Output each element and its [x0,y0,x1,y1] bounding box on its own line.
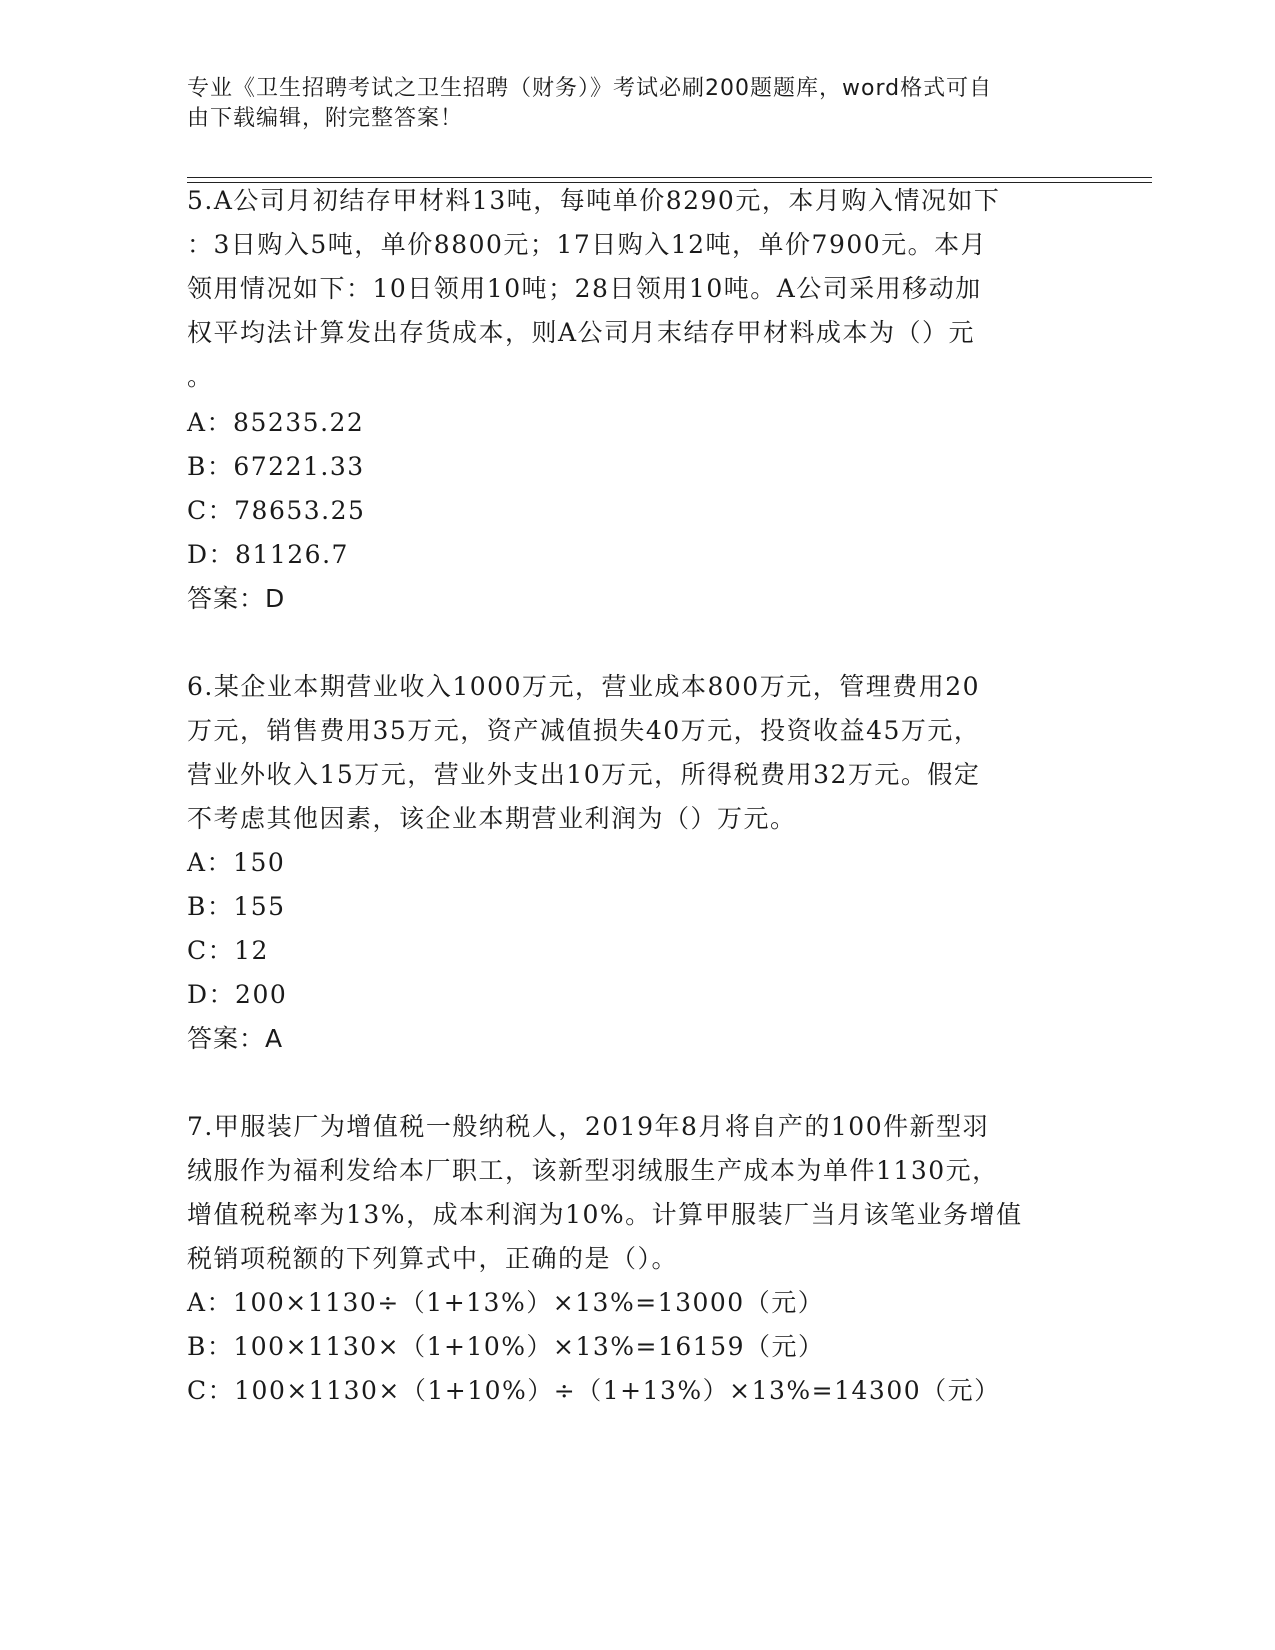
option-b: B：67221.33 [187,452,365,481]
answer: 答案：D [187,584,286,613]
question-stem-line: 万元，销售费用35万元，资产减值损失40万元，投资收益45万元， [187,716,981,745]
option-b: B：155 [187,892,286,921]
question-stem-line: 不考虑其他因素，该企业本期营业利润为（）万元。 [187,804,797,833]
header-line-2: 由下载编辑，附完整答案！ [187,106,464,131]
option-a: A：85235.22 [187,408,365,437]
document-header [187,74,1087,134]
option-c: C：100×1130×（1+10%）÷（1+13%）×13%=14300（元） [187,1376,1001,1405]
option-b: B：100×1130×（1+10%）×13%=16159（元） [187,1332,825,1361]
option-d: D：81126.7 [187,540,349,569]
question-stem-line: 5.A公司月初结存甲材料13吨，每吨单价8290元，本月购入情况如下 [187,186,1001,215]
question-stem-line: 绒服作为福利发给本厂职工，该新型羽绒服生产成本为单件1130元， [187,1156,999,1185]
option-c: C：12 [187,936,269,965]
header-divider-top [187,177,1152,178]
question-stem-line: 7.甲服装厂为增值税一般纳税人，2019年8月将自产的100件新型羽 [187,1112,990,1141]
option-a: A：150 [187,848,286,877]
header-divider-bottom [187,182,1152,183]
question-stem-line: 增值税税率为13%，成本利润为10%。计算甲服装厂当月该笔业务增值 [187,1200,1023,1229]
question-stem-line: 。 [187,362,214,391]
question-stem-line: 税销项税额的下列算式中，正确的是（）。 [187,1244,679,1273]
answer: 答案：A [187,1024,284,1053]
header-line-1: 专业《卫生招聘考试之卫生招聘（财务）》考试必刷200题题库，word格式可自 [187,76,993,101]
question-stem-line: 权平均法计算发出存货成本，则A公司月末结存甲材料成本为（）元 [187,318,976,347]
option-a: A：100×1130÷（1+13%）×13%=13000（元） [187,1288,825,1317]
option-d: D：200 [187,980,288,1009]
question-stem-line: 营业外收入15万元，营业外支出10万元，所得税费用32万元。假定 [187,760,981,789]
option-c: C：78653.25 [187,496,366,525]
question-stem-line: 6.某企业本期营业收入1000万元，营业成本800万元，管理费用20 [187,672,981,701]
question-stem-line: 领用情况如下：10日领用10吨；28日领用10吨。A公司采用移动加 [187,274,982,303]
question-stem-line: ：3日购入5吨，单价8800元；17日购入12吨，单价7900元。本月 [187,230,988,259]
